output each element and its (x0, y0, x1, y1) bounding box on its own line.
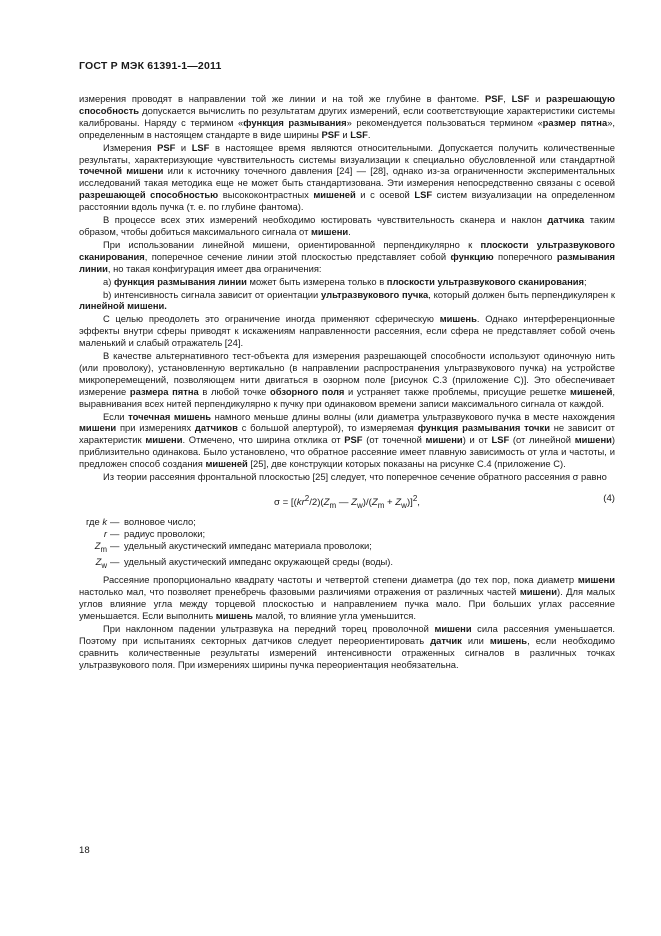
paragraph: Рассеяние пропорционально квадрату частоты и четвертой степени диаметра (до тех пор, пока диаметр мишени настолько мал, что позволяет пренебречь фазовыми различиями отражения от различных частей мишени). Для малых углов влияние угла между торцевой плоскостью и направлением пучка мало. При больших углах рассеяние уменьшается. Если выполнить мишень малой, то влияние угла уменьшится. (79, 574, 616, 622)
formula-equation: $\sigma = [(kr^2/2)(Z_m$ — $Z_w)/(Z_m + Z_w)]^2$, (274, 494, 420, 511)
paragraph: a) функция размывания линии может быть измерена только в плоскости ультразвукового сканирования; (103, 275, 587, 287)
paragraph: измерения проводят в направлении той же линии и на той же глубине в фантоме. PSF, LSF и разрешающую способность допускается вычислить по результатам других измерений, если соответствующие характеристики системы калиброваны. Наряду с термином «функция размывания» рекомендуется пользоваться термином «размер пятна», определенным в настоящем стандарте в виде ширины PSF и LSF. (79, 93, 616, 140)
document-header: ГОСТ Р МЭК 61391-1—2011 (79, 60, 222, 72)
legend-symbol: $Z_w$ (95, 555, 107, 570)
variable-legend (79, 516, 615, 571)
legend-row-r: r — радиус проволоки; (79, 528, 615, 540)
paragraphs-bottom (79, 574, 615, 670)
legend-row-zw: $Z_w$ — удельный акустический импеданс окружающей среды (воды). (79, 556, 615, 572)
formula-block (79, 484, 615, 514)
paragraph: В процессе всех этих измерений необходимо юстировать чувствительность сканера и наклон датчика таким образом, чтобы добиться максимального сигнала от мишени. (79, 214, 615, 237)
legend-symbol: r (103, 527, 107, 539)
legend-symbol: $Z_m$ (94, 539, 107, 554)
page-number: 18 (79, 845, 90, 856)
paragraph: В качестве альтернативного тест-объекта для измерения разрешающей способности используют одиночную нить (или проволоку), установленную вертикально (в направлении распространения ультразвукового пучка) на устройстве микроперемещений, позволяющем нити двигаться в озорном поле [рисунок С.3 (приложение С)]. Это обеспечивает измерение размера пятна в любой точке обзорного поля и устраняет также проблемы, присущие решетке мишеней, выравнивания всех нитей перпендикулярно к пучку при одинаковом времени записи максимального сигнала от каждой. (79, 350, 616, 409)
legend-row-k: где k — волновое число; (79, 516, 615, 528)
legend-text: радиус проволоки; (124, 527, 206, 539)
paragraph: При использовании линейной мишени, ориентированной перпендикулярно к плоскости ультразвукового сканирования, поперечное сечение линии этой плоскостью представляет собой функцию поперечного размывания линии, но такая конфигурация имеет два ограничения: (79, 238, 616, 274)
legend-row-zm: $Z_m$ — удельный акустический импеданс материала проволоки; (79, 540, 615, 556)
paragraph: Если точечная мишень намного меньше длины волны (или диаметра ультразвукового пучка в месте нахождения мишени при измерениях датчиков с большой апертурой), то измеряемая функция размывания точки не зависит от характеристик мишени. Отмечено, что ширина отклика от PSF (от точечной мишени) и от LSF (от линейной мишени) приблизительно одинакова. Было установлено, что обратное рассеяние имеет плавную зависимость от угла и частоты, и предложен способ создания мишеней [25], две конструкции которых показаны на рисунке С.4 (приложение С). (79, 410, 615, 470)
legend-text: удельный акустический импеданс материала проволоки; (124, 539, 372, 551)
legend-text: волновое число; (124, 516, 196, 527)
paragraph: Измерения PSF и LSF в настоящее время являются относительными. Допускается получить количественные результаты, характеризующие чувствительность системы визуализации к специально обусловленной или стандартной точечной мишени или к источнику точечного давления [24] — [28], однако из-за ограниченности экспериментальных исследований такая методика еще не может быть стандартизована. Эти измерения непосредственно связаны с осевой разрешающей способностью высококонтрастных мишеней и с осевой LSF систем визуализации на определенном расстоянии вдоль пучка (т. е. по глубине фантома). (79, 141, 615, 213)
legend-symbol: где k (86, 516, 107, 527)
paragraph: Из теории рассеяния фронтальной плоскостью [25] следует, что поперечное сечение обратного рассеяния σ равно (103, 471, 607, 483)
paragraphs-top (79, 93, 615, 483)
paragraph: При наклонном падении ультразвука на передний торец проволочной мишени сила рассеяния уменьшается. Поэтому при испытаниях секторных датчиков следует переориентировать датчик или мишень, если необходимо сравнить количественные результаты измерений интенсивности отраженных сигналов в различных точках ультразвукового поля. При измерениях ширины пучка переориентация необязательна. (79, 623, 615, 670)
paragraph: С целью преодолеть это ограничение иногда применяют сферическую мишень. Однако интерференционные эффекты внутри сферы приводят к искажениям направленности рассеяния, если сфера не представляет собой очень маленький и слабый отражатель [24]. (79, 313, 616, 349)
paragraph: b) интенсивность сигнала зависит от ориентации ультразвукового пучка, который должен быть перпендикулярен к линейной мишени. (79, 288, 615, 312)
formula-number: (4) (603, 493, 615, 504)
legend-text: удельный акустический импеданс окружающей среды (воды). (124, 555, 394, 567)
document-body (79, 93, 615, 672)
